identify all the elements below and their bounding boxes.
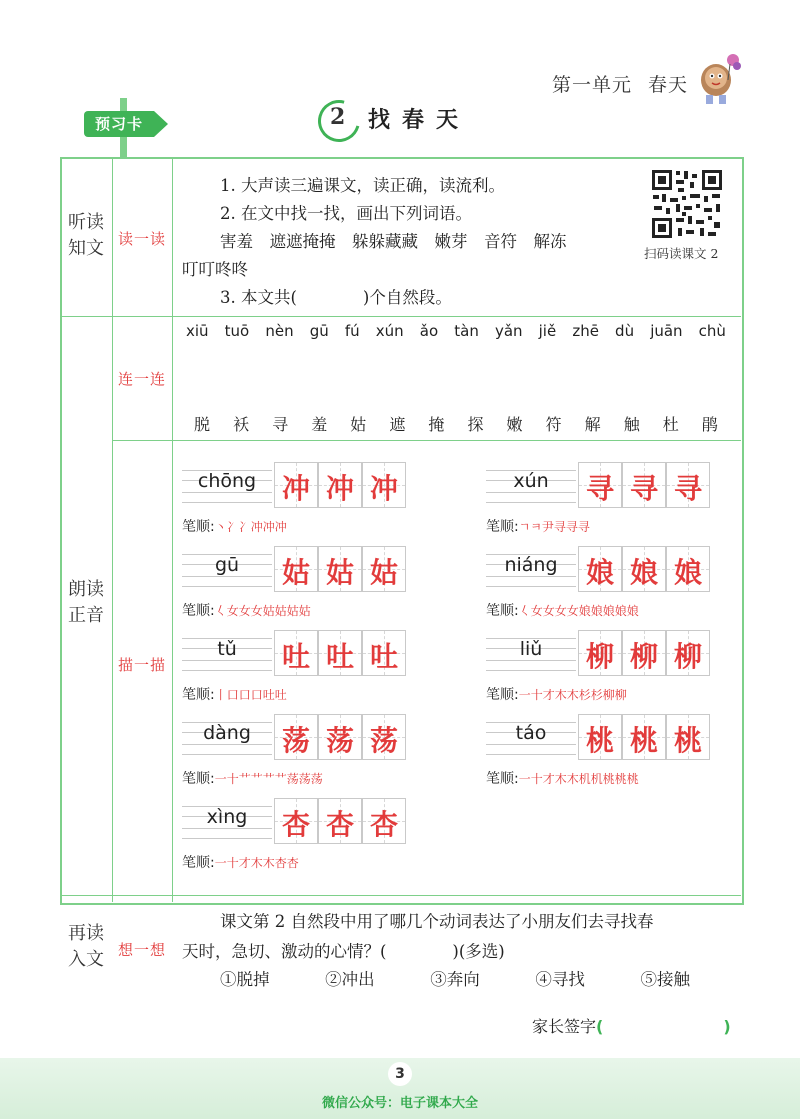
char-trace-box[interactable] bbox=[362, 630, 406, 676]
pinyin-item[interactable]: tàn bbox=[454, 322, 479, 340]
worksheet-frame bbox=[60, 157, 744, 905]
card-pinyin: gū bbox=[214, 554, 240, 576]
trace-char: 杏 bbox=[325, 808, 354, 841]
char-trace-box[interactable] bbox=[274, 546, 318, 592]
char-trace-box[interactable] bbox=[318, 714, 362, 760]
trace-char: 寻 bbox=[673, 472, 702, 505]
page-number: 3 bbox=[388, 1062, 412, 1086]
connect-hanzi-row bbox=[194, 412, 718, 435]
section-label-reread: 再读 入文 bbox=[68, 923, 104, 970]
divider-row-1 bbox=[61, 316, 741, 317]
trace-char: 柳 bbox=[585, 640, 614, 673]
pinyin-box bbox=[182, 546, 272, 592]
pinyin-box bbox=[182, 462, 272, 508]
read-words-line2: 叮叮咚咚 bbox=[182, 260, 248, 279]
char-trace-box[interactable] bbox=[666, 714, 710, 760]
hanzi-item[interactable]: 脱 bbox=[194, 415, 211, 434]
char-trace-box[interactable] bbox=[578, 630, 622, 676]
think-question-line1: 课文第 2 自然段中用了哪几个动词表达了小朋友们去寻找春 bbox=[220, 912, 654, 931]
pinyin-box bbox=[182, 630, 272, 676]
char-trace-box[interactable] bbox=[622, 462, 666, 508]
char-trace-box[interactable] bbox=[578, 546, 622, 592]
pinyin-item[interactable]: juān bbox=[650, 322, 683, 340]
think-option[interactable]: ②冲出 bbox=[325, 970, 375, 989]
unit-title bbox=[552, 70, 688, 97]
pinyin-box bbox=[182, 798, 272, 844]
trace-char: 吐 bbox=[325, 640, 354, 673]
trace-char: 冲 bbox=[369, 472, 398, 505]
divider-row-2 bbox=[112, 440, 741, 441]
think-question-line2: 天时，急切、激动的心情？( )(多选) bbox=[182, 942, 505, 961]
card-pinyin: niáng bbox=[504, 554, 558, 576]
trace-char: 荡 bbox=[369, 724, 398, 757]
stroke-order: 笔顺:一十才木木杏杏 bbox=[182, 855, 299, 871]
activity-read: 读一读 bbox=[117, 230, 166, 248]
section-label-listen: 听读 知文 bbox=[68, 212, 104, 259]
trace-char: 冲 bbox=[281, 472, 310, 505]
tag-arrow bbox=[154, 111, 168, 137]
trace-char: 柳 bbox=[629, 640, 658, 673]
trace-char: 吐 bbox=[369, 640, 398, 673]
stroke-order: 笔顺:𡿨女女女姑姑姑姑 bbox=[182, 603, 311, 619]
read-item-2: 2. 在文中找一找，画出下列词语。 bbox=[220, 204, 472, 223]
char-trace-box[interactable] bbox=[274, 630, 318, 676]
think-option[interactable]: ③奔向 bbox=[430, 970, 480, 989]
trace-char: 娘 bbox=[629, 556, 658, 589]
card-pinyin: liǔ bbox=[519, 638, 543, 660]
writing-card bbox=[486, 714, 714, 766]
read-item-1: 1. 大声读三遍课文，读正确，读流利。 bbox=[220, 176, 505, 195]
trace-char: 桃 bbox=[673, 724, 702, 757]
hanzi-item[interactable]: 触 bbox=[623, 415, 640, 434]
hanzi-item[interactable]: 寻 bbox=[272, 415, 289, 434]
pinyin-item[interactable]: fú bbox=[344, 322, 360, 340]
hanzi-item[interactable]: 杜 bbox=[662, 415, 679, 434]
pinyin-item[interactable]: tuō bbox=[224, 322, 250, 340]
pinyin-box bbox=[182, 714, 272, 760]
activity-think: 想一想 bbox=[117, 941, 166, 959]
trace-char: 荡 bbox=[325, 724, 354, 757]
activity-connect: 连一连 bbox=[117, 370, 166, 388]
hanzi-item[interactable]: 遮 bbox=[389, 415, 406, 434]
unit-label: 第一单元 bbox=[552, 74, 633, 96]
pinyin-item[interactable]: zhē bbox=[572, 322, 599, 340]
pinyin-item[interactable]: chù bbox=[698, 322, 726, 340]
writing-card bbox=[486, 546, 714, 598]
section-label-read-aloud: 朗读 正音 bbox=[68, 579, 104, 626]
divider-vertical-2 bbox=[172, 158, 173, 902]
trace-char: 姑 bbox=[281, 556, 310, 589]
hanzi-item[interactable]: 符 bbox=[545, 415, 562, 434]
trace-char: 寻 bbox=[629, 472, 658, 505]
char-trace-box[interactable] bbox=[622, 546, 666, 592]
connect-pinyin-row bbox=[186, 322, 726, 340]
pinyin-item[interactable]: yǎn bbox=[494, 322, 523, 340]
trace-char: 柳 bbox=[673, 640, 702, 673]
writing-card bbox=[182, 798, 410, 850]
trace-char: 姑 bbox=[369, 556, 398, 589]
hanzi-item[interactable]: 羞 bbox=[311, 415, 328, 434]
stroke-order: 笔顺:丶冫冫冲冲冲 bbox=[182, 519, 287, 535]
char-trace-box[interactable] bbox=[362, 714, 406, 760]
pinyin-box bbox=[486, 546, 576, 592]
trace-char: 荡 bbox=[281, 724, 310, 757]
stroke-order: 笔顺:一十才木木杉杉柳柳 bbox=[486, 687, 627, 703]
hanzi-item[interactable]: 掩 bbox=[428, 415, 445, 434]
char-trace-box[interactable] bbox=[622, 630, 666, 676]
hanzi-item[interactable]: 解 bbox=[584, 415, 601, 434]
card-pinyin: chōng bbox=[197, 470, 257, 492]
hanzi-item[interactable]: 鹃 bbox=[701, 415, 718, 434]
trace-char: 娘 bbox=[673, 556, 702, 589]
qr-code-icon[interactable] bbox=[650, 168, 724, 240]
mascot-icon bbox=[692, 50, 742, 106]
hanzi-item[interactable]: 嫩 bbox=[506, 415, 523, 434]
trace-char: 桃 bbox=[629, 724, 658, 757]
lesson-number: 2 bbox=[330, 104, 346, 130]
trace-char: 杏 bbox=[281, 808, 310, 841]
hanzi-item[interactable]: 姑 bbox=[350, 415, 367, 434]
card-pinyin: xún bbox=[513, 470, 549, 492]
writing-card bbox=[182, 546, 410, 598]
think-options bbox=[220, 966, 690, 990]
divider-vertical-1 bbox=[112, 158, 113, 902]
stroke-order: 笔顺:𡿨女女女女娘娘娘娘娘 bbox=[486, 603, 639, 619]
char-trace-box[interactable] bbox=[274, 462, 318, 508]
pinyin-item[interactable]: xiū bbox=[186, 322, 209, 340]
trace-char: 杏 bbox=[369, 808, 398, 841]
think-option[interactable]: ⑤接触 bbox=[640, 970, 690, 989]
char-trace-box[interactable] bbox=[362, 546, 406, 592]
trace-char: 娘 bbox=[585, 556, 614, 589]
card-pinyin: dàng bbox=[203, 722, 251, 744]
trace-char: 吐 bbox=[281, 640, 310, 673]
pinyin-item[interactable]: ǎo bbox=[419, 322, 439, 340]
stroke-order: 笔顺:丨口口口吐吐 bbox=[182, 687, 287, 703]
char-trace-box[interactable] bbox=[274, 714, 318, 760]
pinyin-item[interactable]: nèn bbox=[265, 322, 294, 340]
char-trace-box[interactable] bbox=[318, 798, 362, 844]
preview-card-tag: 预习卡 bbox=[84, 111, 154, 137]
writing-card bbox=[486, 630, 714, 682]
writing-card bbox=[182, 714, 410, 766]
trace-char: 冲 bbox=[325, 472, 354, 505]
card-pinyin: xìng bbox=[206, 806, 248, 828]
footer-text: 微信公众号：电子课本大全 bbox=[321, 1096, 478, 1111]
pinyin-item[interactable]: xún bbox=[375, 322, 404, 340]
writing-card bbox=[486, 462, 714, 514]
pinyin-box bbox=[486, 630, 576, 676]
char-trace-box[interactable] bbox=[622, 714, 666, 760]
trace-char: 寻 bbox=[585, 472, 614, 505]
pinyin-box bbox=[486, 714, 576, 760]
writing-card bbox=[182, 630, 410, 682]
divider-row-3 bbox=[61, 895, 741, 896]
hanzi-item[interactable]: 探 bbox=[467, 415, 484, 434]
read-words-line1: 害羞 遮遮掩掩 躲躲藏藏 嫩芽 音符 解冻 bbox=[220, 232, 567, 251]
char-trace-box[interactable] bbox=[274, 798, 318, 844]
stroke-order: 笔顺:ㄱㅋ尹寻寻寻 bbox=[486, 519, 590, 535]
read-item-3: 3. 本文共( )个自然段。 bbox=[220, 288, 452, 307]
card-pinyin: tǔ bbox=[217, 638, 237, 660]
char-trace-box[interactable] bbox=[666, 462, 710, 508]
think-option[interactable]: ①脱掉 bbox=[220, 970, 270, 989]
think-option[interactable]: ④寻找 bbox=[535, 970, 585, 989]
char-trace-box[interactable] bbox=[578, 714, 622, 760]
char-trace-box[interactable] bbox=[362, 798, 406, 844]
activity-trace: 描一描 bbox=[117, 656, 166, 674]
pinyin-item[interactable]: jiě bbox=[538, 322, 557, 340]
qr-caption: 扫码读课文 2 bbox=[644, 246, 719, 261]
unit-name: 春天 bbox=[648, 74, 689, 96]
pinyin-item[interactable]: gū bbox=[309, 322, 329, 340]
char-trace-box[interactable] bbox=[362, 462, 406, 508]
writing-card bbox=[182, 462, 410, 514]
lesson-title: 找春天 bbox=[368, 107, 471, 133]
hanzi-item[interactable]: 袄 bbox=[233, 415, 250, 434]
pinyin-item[interactable]: dù bbox=[615, 322, 635, 340]
char-trace-box[interactable] bbox=[318, 630, 362, 676]
char-trace-box[interactable] bbox=[666, 630, 710, 676]
card-pinyin: táo bbox=[515, 722, 547, 744]
char-trace-box[interactable] bbox=[318, 546, 362, 592]
stroke-order: 笔顺:一十才木木机机桃桃桃 bbox=[486, 771, 639, 787]
char-trace-box[interactable] bbox=[318, 462, 362, 508]
trace-char: 桃 bbox=[585, 724, 614, 757]
pinyin-box bbox=[486, 462, 576, 508]
char-trace-box[interactable] bbox=[666, 546, 710, 592]
trace-char: 姑 bbox=[325, 556, 354, 589]
char-trace-box[interactable] bbox=[578, 462, 622, 508]
stroke-order: 笔顺:一十艹艹艹艹荡荡荡 bbox=[182, 771, 323, 787]
parent-signature: 家长签字( ) bbox=[532, 1017, 731, 1036]
